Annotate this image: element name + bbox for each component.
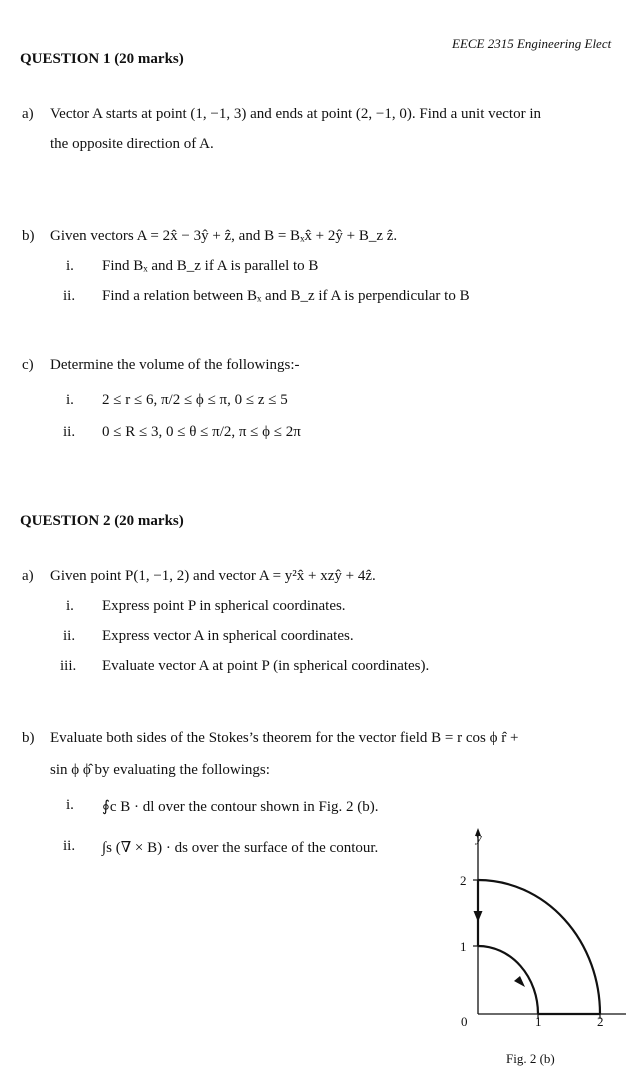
q1b-item-num: ii.	[63, 288, 76, 304]
q1c-item-num: i.	[66, 392, 74, 408]
question-2-title: QUESTION 2 (20 marks)	[20, 513, 184, 529]
q1c-item-num: ii.	[63, 424, 76, 440]
q2a-item-num: ii.	[63, 628, 76, 644]
q1c-item-text: 0 ≤ R ≤ 3, 0 ≤ θ ≤ π/2, π ≤ ϕ ≤ 2π	[102, 424, 301, 440]
q2a-item-text: Express point P in spherical coordinates.	[102, 598, 346, 614]
direction-arrow-inner-icon	[514, 976, 525, 987]
q2b-line1: Evaluate both sides of the Stokes’s theorem for the vector field B = r cos ϕ r̂ +	[50, 730, 519, 746]
q2a-line: Given point P(1, −1, 2) and vector A = y²x̂ + xzŷ + 4ẑ.	[50, 568, 376, 584]
y-tick-label: 2	[460, 873, 467, 888]
q2a-item-num: i.	[66, 598, 74, 614]
question-1-title: QUESTION 1 (20 marks)	[20, 51, 184, 67]
q1a-label: a)	[22, 106, 34, 122]
q1b-label: b)	[22, 228, 35, 244]
q1b-item-num: i.	[66, 258, 74, 274]
q1a-line1: Vector A starts at point (1, −1, 3) and ends at point (2, −1, 0). Find a unit vector in	[50, 106, 542, 122]
q2b-item-num: i.	[66, 797, 74, 813]
q1b-line: Given vectors A = 2x̂ − 3ŷ + ẑ, and B = Bₓx̂ + 2ŷ + B_z ẑ.	[50, 228, 398, 244]
direction-arrow-down-icon	[474, 911, 483, 922]
q2b-label: b)	[22, 730, 35, 746]
q1a-line2: the opposite direction of A.	[50, 136, 214, 152]
contour-inner-arc	[478, 946, 538, 1014]
q2b-line2: sin ϕ ϕ̂ by evaluating the followings:	[50, 762, 270, 778]
y-tick-label: 0	[461, 1014, 468, 1029]
course-header: EECE 2315 Engineering Elect	[452, 36, 612, 51]
figure-caption: Fig. 2 (b)	[506, 1051, 555, 1066]
q2a-item-text: Express vector A in spherical coordinates.	[102, 628, 354, 644]
q2a-item-text: Evaluate vector A at point P (in spherical coordinates).	[102, 658, 430, 674]
q2b-item-num: ii.	[63, 838, 76, 854]
contour-diagram	[440, 818, 631, 1080]
x-tick-label: 1	[535, 1014, 542, 1029]
y-axis-label: y	[476, 830, 482, 845]
q1c-item-text: 2 ≤ r ≤ 6, π/2 ≤ ϕ ≤ π, 0 ≤ z ≤ 5	[102, 392, 288, 408]
q2b-item-text: ∫s (∇ × B) · ds over the surface of the contour.	[102, 840, 379, 856]
q1b-item-text: Find a relation between Bₓ and B_z if A is perpendicular to B	[102, 288, 470, 304]
contour-outer-arc	[478, 880, 600, 1014]
q2a-label: a)	[22, 568, 34, 584]
q2a-item-num: iii.	[60, 658, 77, 674]
q1b-item-text: Find Bₓ and B_z if A is parallel to B	[102, 258, 319, 274]
x-tick-label: 2	[597, 1014, 604, 1029]
y-tick-label: 1	[460, 939, 467, 954]
figure-2b	[440, 818, 631, 1080]
q1c-line: Determine the volume of the followings:-	[50, 357, 300, 373]
q2b-item-text: ∮c B · dl over the contour shown in Fig. 2 (b).	[102, 799, 379, 815]
q1c-label: c)	[22, 357, 34, 373]
